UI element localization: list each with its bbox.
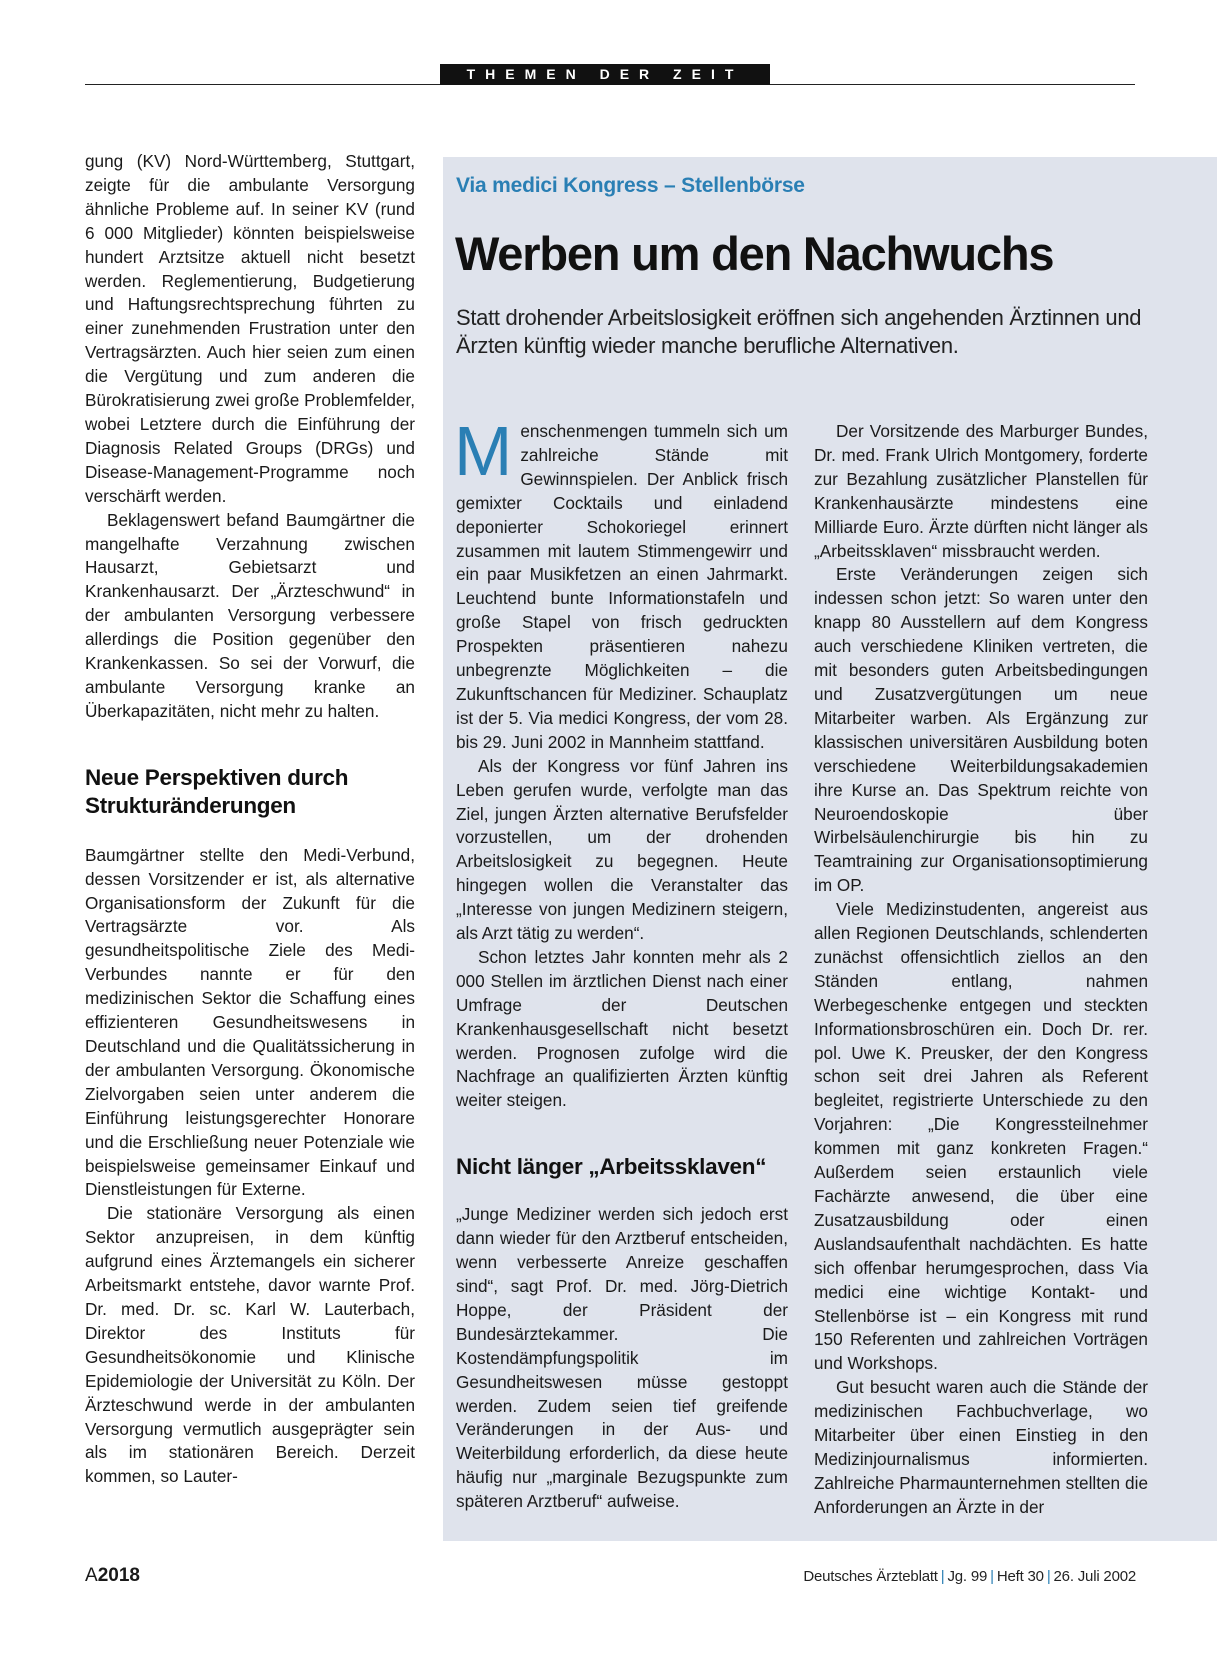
drop-cap: M	[454, 412, 513, 490]
article-column-1	[454, 412, 788, 1514]
section-rubric: THEMEN DER ZEIT	[440, 64, 770, 85]
left-paragraph-1: gung (KV) Nord-Württemberg, Stuttgart, zeigte für die ambulante Versorgung ähnliche Probleme auf. In seiner KV (rund 6 000 Mitglieder) könnten beispielsweise hundert Arztsitze aktuell nicht besetzt werden. Reglementierung, Budgetierung und Haftungsrechtsprechung führten zu einer zunehmenden Frustration unter den Vertragsärzten. Auch hier seien zum einen die Vergütung und zum anderen die Bürokratisierung zwei große Problemfelder, wobei Letztere durch die Einführung der Diagnosis Related Groups (DRGs) und Disease-Management-Programme noch verschärft werden.	[85, 151, 415, 506]
article-paragraph-4: „Junge Mediziner werden sich jedoch erst dann wieder für den Arztberuf entscheiden, wenn verbesserte Anreize geschaffen sind“, sagt Prof. Dr. med. Jörg-Dietrich Hoppe, der Präsident der Bundesärztekammer. Die Kostendämpfungspolitik im Gesundheitswesen müsse gestoppt werden. Zudem seien tief greifende Veränderungen in der Aus- und Weiterbildung erforderlich, da diese heute häufig nur „marginale Bezugspunkte zum späteren Arztberuf“ aufweise.	[456, 1204, 788, 1512]
article-paragraph-8: Gut besucht waren auch die Stände der medizinischen Fachbuchverlage, wo Mitarbeiter über einen Einstieg in den Medizinjournalismus informierten. Zahlreiche Pharmaunternehmen stellten die Anforderungen an Ärzte in der	[814, 1377, 1148, 1517]
page-prefix: A	[85, 1565, 98, 1586]
article-paragraph-7: Viele Medizinstudenten, angereist aus allen Regionen Deutschlands, schlenderten zunächst offensichtlich ziellos an den Ständen entlang, nahmen Werbegeschenke entgegen und steckten Informationsbroschüren ein. Doch Dr. rer. pol. Uwe K. Preusker, der den Kongress schon seit drei Jahren als Referent begleitet, registrierte Unterschiede zu den Vorjahren: „Die Kongressteilnehmer kommen mit ganz konkreten Fragen.“ Außerdem seien erstaunlich viele Fachärzte anwesend, die über eine Zusatzausbildung oder einen Auslandsaufenthalt nachdächten. Es hatte sich offenbar herumgesprochen, dass Via medici eine wichtige Kontakt- und Stellenbörse ist – ein Kongress mit rund 150 Referenten und zahlreichen Vorträgen und Workshops.	[814, 899, 1148, 1374]
article-paragraph-1-text: enschenmengen tummeln sich um zahlreiche Stände mit Gewinnspielen. Der Anblick frisch gemixter Cocktails und einladend deponierter Schokoriegel erinnert zusammen mit lautem Stimmengewirr und ein paar Musikfetzen an einen Jahrmarkt. Leuchtend bunte Informationstafeln und große Stapel von frisch gedruckten Prospekten präsentieren nahezu unbegrenzte Möglichkeiten – die Zukunftschancen für Mediziner. Schauplatz ist der 5. Via medici Kongress, der vom 28. bis 29. Juni 2002 in Mannheim stattfand.	[456, 421, 788, 752]
article-paragraph-2: Als der Kongress vor fünf Jahren ins Leben gerufen wurde, verfolgte man das Ziel, jungen Ärzten alternative Berufsfelder vorzustellen, um der drohenden Arbeitslosigkeit zu begegnen. Heute hingegen wollen die Veranstalter das „Interesse von jungen Medizinern steigern, als Arzt tätig zu werden“.	[456, 755, 788, 944]
left-subheading: Neue Perspektiven durch Strukturänderungen	[85, 764, 349, 818]
article-headline: Werben um den Nachwuchs	[455, 227, 1054, 280]
left-paragraph-4: Die stationäre Versorgung als einen Sektor anzupreisen, in dem künftig aufgrund eines Ärztemangels ein sicherer Arbeitsmarkt entstehe, davor warnte Prof. Dr. med. Dr. sc. Karl W. Lauterbach, Direktor des Instituts für Gesundheitsökonomie und Klinische Epidemiologie der Universität zu Köln. Der Ärzteschwund werde in der ambulanten Versorgung vermutlich ausgeprägter sein als im stationären Bereich. Derzeit kommen, so Lauter-	[85, 1203, 415, 1487]
left-paragraph-2: Beklagenswert befand Baumgärtner die mangelhafte Verzahnung zwischen Hausarzt, Gebietsarzt und Krankenhausarzt. Der „Ärzteschwund“ in der ambulanten Versorgung verbessere allerdings die Position gegenüber den Krankenkassen. So sei der Vorwurf, die ambulante Versorgung kranke an Überkapazitäten, nicht mehr zu halten.	[85, 509, 415, 721]
journal-name: Deutsches Ärzteblatt	[803, 1568, 938, 1585]
article-column-2	[814, 420, 1148, 1520]
journal-date: 26. Juli 2002	[1053, 1568, 1136, 1585]
left-column	[85, 150, 415, 1489]
article-paragraph-1	[454, 412, 788, 755]
article-subheading: Nicht länger „Arbeitssklaven“	[456, 1154, 767, 1180]
article-deck: Statt drohender Arbeitslosigkeit eröffnen sich angehenden Ärztinnen und Ärzten künftig wieder manche berufliche Alternativen.	[456, 305, 1142, 358]
article-paragraph-5: Der Vorsitzende des Marburger Bundes, Dr. med. Frank Ulrich Montgomery, forderte zur Bezahlung zusätzlicher Planstellen für Krankenhausärzte mindestens eine Milliarde Euro. Ärzte dürften nicht länger als „Arbeitssklaven“ missbraucht werden.	[814, 421, 1148, 561]
journal-issue: Heft 30	[996, 1568, 1044, 1585]
footer-citation: Deutsches Ärzteblatt | Jg. 99 | Heft 30 | 26. Juli 2002	[803, 1568, 1136, 1585]
page-number-value: 2018	[97, 1565, 140, 1586]
left-paragraph-3: Baumgärtner stellte den Medi-Verbund, dessen Vorsitzender er ist, als alternative Organisationsform der Zukunft für die Vertragsärzte vor. Als gesundheitspolitische Ziele des Medi-Verbundes nannte er für den medizinischen Sektor die Schaffung eines effizienteren Gesundheitswesens in Deutschland und die Qualitätssicherung in der ambulanten Versorgung. Ökonomische Zielvorgaben seien unter anderem die Einführung leistungsgerechter Honorare und die Erschließung neuer Potenziale wie beispielsweise gemeinsamer Einkauf und Dienstleistungen für Externe.	[85, 844, 415, 1200]
journal-volume: Jg. 99	[947, 1568, 988, 1585]
page-number	[85, 1565, 140, 1587]
article-paragraph-3: Schon letztes Jahr konnten mehr als 2 000 Stellen im ärztlichen Dienst nach einer Umfrage der Deutschen Krankenhausgesellschaft nicht besetzt werden. Prognosen zufolge wird die Nachfrage an qualifizierten Ärzten künftig weiter steigen.	[456, 946, 788, 1111]
article-paragraph-6: Erste Veränderungen zeigen sich indessen schon jetzt: So waren unter den knapp 80 Ausstellern auf dem Kongress auch verschiedene Kliniken vertreten, die mit besonders guten Arbeitsbedingungen und Zusatzvergütungen um neue Mitarbeiter warben. Als Ergänzung zur klassischen universitären Ausbildung boten verschiedene Weiterbildungsakademien ihre Kurse an. Das Spektrum reichte von Neuroendoskopie über Wirbelsäulenchirurgie bis hin zu Teamtraining zur Organisationsoptimierung im OP.	[814, 564, 1148, 896]
article-kicker: Via medici Kongress – Stellenbörse	[456, 174, 805, 197]
